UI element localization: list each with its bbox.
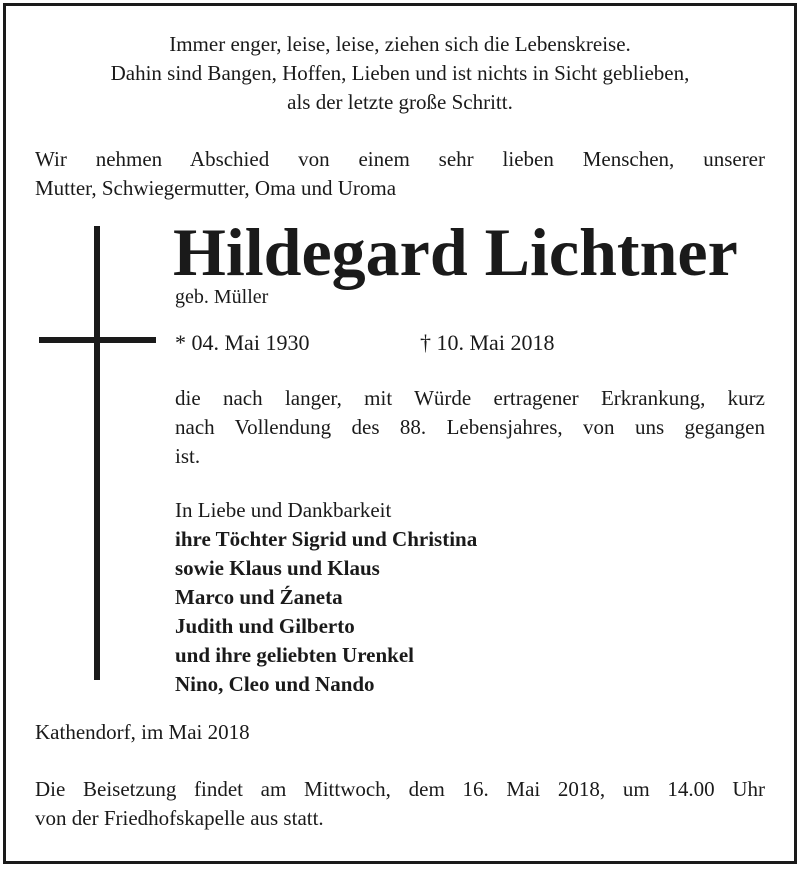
funeral-info	[35, 775, 765, 833]
death-date: † 10. Mai 2018	[420, 330, 555, 355]
poem-line: als der letzte große Schritt.	[287, 90, 513, 114]
poem	[20, 30, 780, 117]
place-date: Kathendorf, im Mai 2018	[35, 720, 250, 744]
description	[175, 384, 765, 471]
intro-text	[35, 145, 765, 203]
funeral-line: von der Friedhofskapelle aus statt.	[35, 806, 324, 830]
poem-line: Immer enger, leise, leise, ziehen sich die Lebenskreise.	[169, 32, 631, 56]
mourners	[175, 496, 477, 699]
mourner-line: ihre Töchter Sigrid und Christina	[175, 527, 478, 551]
cross-icon	[94, 226, 100, 680]
mourner-line: Marco und Źaneta	[175, 585, 343, 609]
description-line: die nach langer, mit Würde ertragener Erkrankung, kurz	[175, 386, 765, 410]
mourner-line: sowie Klaus und Klaus	[175, 556, 380, 580]
deceased-name: Hildegard Lichtner	[173, 214, 738, 290]
description-line: ist.	[175, 444, 201, 468]
mourners-intro: In Liebe und Dankbarkeit	[175, 498, 392, 522]
intro-line: Wir nehmen Abschied von einem sehr lieben Menschen, unserer	[35, 147, 765, 171]
birth-date: * 04. Mai 1930	[175, 330, 310, 355]
intro-line: Mutter, Schwiegermutter, Oma und Uroma	[35, 176, 397, 200]
maiden-name: geb. Müller	[175, 286, 269, 308]
mourner-line: Judith und Gilberto	[175, 614, 355, 638]
description-line: nach Vollendung des 88. Lebensjahres, von uns gegangen	[175, 415, 765, 439]
mourner-line: und ihre geliebten Urenkel	[175, 643, 414, 667]
mourner-line: Nino, Cleo und Nando	[175, 672, 375, 696]
cross-icon-bar	[39, 337, 156, 343]
funeral-line: Die Beisetzung findet am Mittwoch, dem 16. Mai 2018, um 14.00 Uhr	[35, 777, 765, 801]
poem-line: Dahin sind Bangen, Hoffen, Lieben und ist nichts in Sicht geblieben,	[110, 61, 690, 85]
